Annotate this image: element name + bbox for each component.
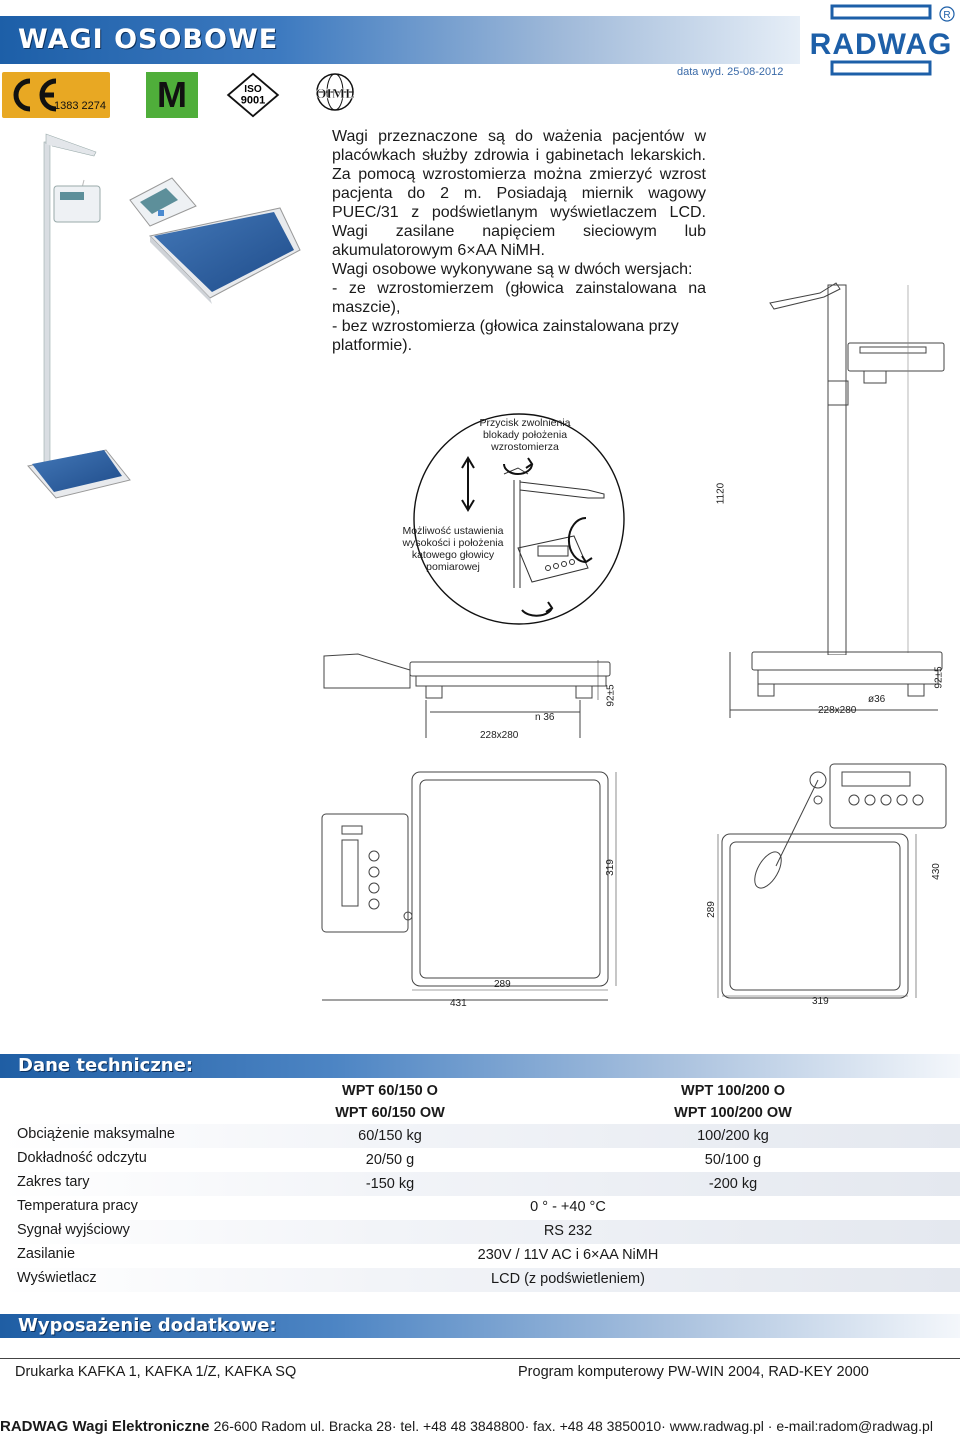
dim-289-left: 289 <box>494 979 511 990</box>
product-photo <box>0 120 330 510</box>
svg-text:R: R <box>943 10 951 21</box>
spec-value-common: 230V / 11V AC i 6×AA NiMH <box>477 1247 659 1263</box>
dim-92-left: 92±5 <box>605 684 617 707</box>
spec-label: Zasilanie <box>17 1246 76 1262</box>
spec-label: Zakres tary <box>17 1174 90 1190</box>
dim-span-left: 228x280 <box>480 730 519 741</box>
tech-section-title: Dane techniczne: <box>18 1055 194 1076</box>
release-button-label: Przycisk zwolnienia blokady położenia wzrostomierza <box>479 417 571 453</box>
mast-side-drawing <box>760 275 960 655</box>
accessory-printer: Drukarka KAFKA 1, KAFKA 1/Z, KAFKA SQ <box>15 1364 297 1380</box>
oiml-mark <box>306 72 364 118</box>
adjust-head-label: Możliwość ustawienia wysokości i położenia kątowego głowicy pomiarowej <box>402 525 504 573</box>
dim-92-right: 92±5 <box>933 666 945 689</box>
dim-431: 431 <box>450 998 467 1009</box>
description-paragraph: - ze wzrostomierzem (głowica zainstalowana na maszcie), <box>332 280 706 316</box>
description-paragraph: - bez wzrostomierza (głowica zainstalowana przy platformie). <box>332 318 679 354</box>
spec-value-a: 20/50 g <box>365 1152 415 1168</box>
spec-value-a: -150 kg <box>365 1176 415 1192</box>
oiml-label: OIML <box>315 87 355 102</box>
spec-value-common: LCD (z podświetleniem) <box>491 1271 645 1287</box>
iso-number: 9001 <box>240 94 266 107</box>
product-description <box>332 127 706 355</box>
spec-value-a: 60/150 kg <box>358 1128 422 1144</box>
brand-name: RADWAG <box>809 28 953 61</box>
dim-n36: n 36 <box>535 712 555 723</box>
iso-label: ISO <box>244 84 262 96</box>
dim-430: 430 <box>930 863 942 880</box>
spec-label: Temperatura pracy <box>17 1198 138 1214</box>
spec-value-common: 0 ° - +40 °C <box>530 1199 606 1215</box>
iso-mark <box>224 72 282 118</box>
accessories-section-title: Wyposażenie dodatkowe: <box>18 1315 277 1336</box>
description-paragraph: Wagi osobowe wykonywane są w dwóch wersjach: <box>332 261 693 278</box>
top-view-right <box>716 758 950 1010</box>
spec-label: Obciążenie maksymalne <box>17 1126 175 1142</box>
spec-value-b: 100/200 kg <box>697 1128 769 1144</box>
dim-d36: ø36 <box>868 694 886 705</box>
side-view-left <box>318 648 628 746</box>
footer <box>0 1418 933 1435</box>
dim-319-right: 319 <box>812 996 829 1007</box>
accessories-divider <box>0 1358 960 1359</box>
metrology-mark: M <box>146 72 198 118</box>
spec-value-b: -200 kg <box>708 1176 758 1192</box>
dim-span-right: 228x280 <box>818 705 857 716</box>
model-a-line2: WPT 60/150 OW <box>335 1105 445 1121</box>
page-title: WAGI OSOBOWE <box>18 24 279 55</box>
footer-company: RADWAG Wagi Elektroniczne <box>0 1418 210 1435</box>
issue-date: data wyd. 25-08-2012 <box>677 66 784 78</box>
spec-label: Sygnał wyjściowy <box>17 1222 130 1238</box>
spec-label: Wyświetlacz <box>17 1270 97 1286</box>
radwag-logo <box>806 4 956 76</box>
model-b-line2: WPT 100/200 OW <box>674 1105 792 1121</box>
dim-289-right: 289 <box>705 901 717 918</box>
top-view-left <box>318 770 628 1010</box>
model-b-line1: WPT 100/200 O <box>681 1083 785 1099</box>
dim-height: 1120 <box>715 482 727 505</box>
ce-mark <box>2 72 110 118</box>
accessory-software: Program komputerowy PW-WIN 2004, RAD-KEY 2000 <box>518 1364 869 1380</box>
spec-label: Dokładność odczytu <box>17 1150 147 1166</box>
footer-address: 26-600 Radom ul. Bracka 28· tel. +48 48 3848800· fax. +48 48 3850010· www.radwag.pl · e-mail:radom@radwag.pl <box>213 1418 933 1434</box>
description-paragraph: Wagi przeznaczone są do ważenia pacjentów w placówkach służby zdrowia i gabinetach lekarskich. Za pomocą wzrostomierza można zmierzyć wzrost pacjenta do 2 m. Posiadają miernik wagowy PUEC/31 z podświetlanym wyświetlaczem LCD. Wagi zasilane napięciem sieciowym lub akumulatorowym 6×AA NiMH. <box>332 128 706 259</box>
ce-number: 1383 2274 <box>54 100 106 112</box>
spec-value-b: 50/100 g <box>704 1152 762 1168</box>
spec-value-common: RS 232 <box>543 1223 593 1239</box>
dim-319-left: 319 <box>604 859 616 876</box>
model-a-line1: WPT 60/150 O <box>342 1083 438 1099</box>
